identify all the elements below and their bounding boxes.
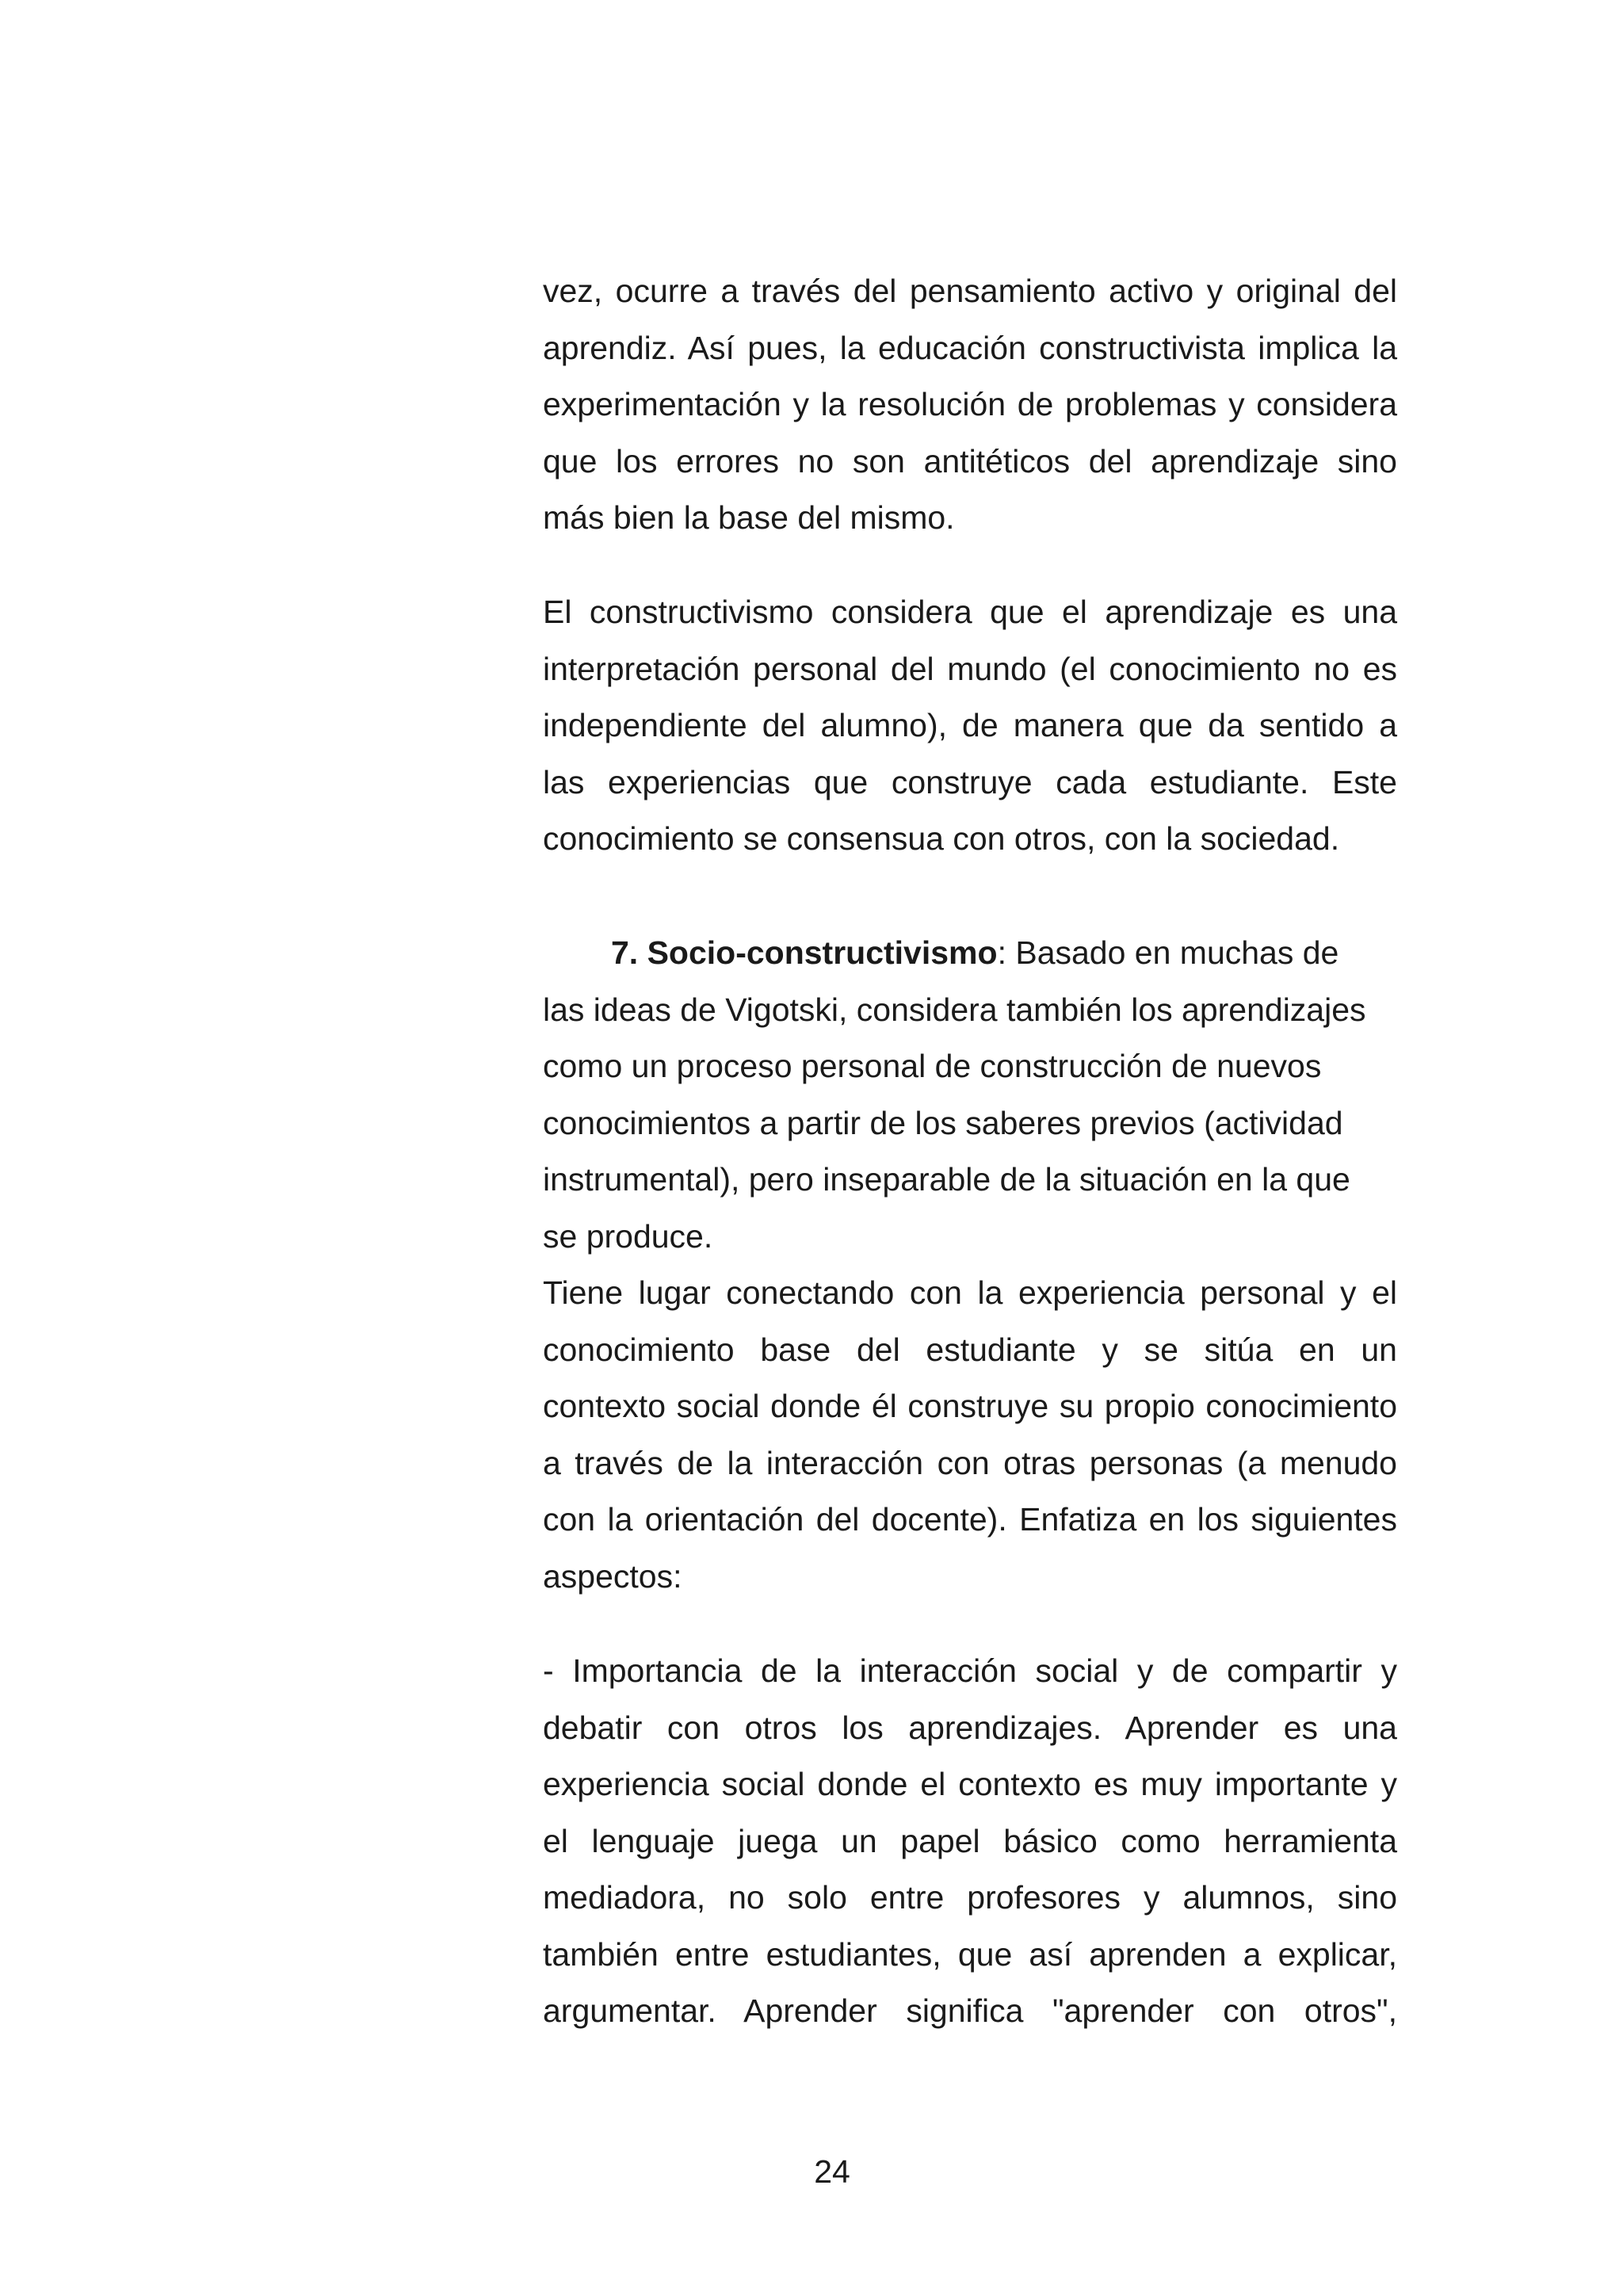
paragraph-5 xyxy=(543,1643,1397,2040)
section-heading: 7. Socio-constructivismo xyxy=(611,934,998,971)
paragraph-line: argumentar. Aprender significa "aprender con otros", xyxy=(543,1992,1397,2029)
page-number: 24 xyxy=(814,2153,850,2190)
paragraph-3 xyxy=(543,925,1397,1265)
paragraph-line: se produce. xyxy=(543,1217,713,1255)
paragraph-line: instrumental), pero inseparable de la situación en la que xyxy=(543,1161,1350,1198)
paragraph-line: las experiencias que construye cada estudiante. Este xyxy=(543,763,1397,800)
paragraph-line: independiente del alumno), de manera que da sentido a xyxy=(543,707,1397,743)
paragraph-line: contexto social donde él construye su propio conocimiento xyxy=(543,1388,1397,1424)
paragraph-line: experiencia social donde el contexto es muy importante y xyxy=(543,1766,1397,1802)
paragraph-line: como un proceso personal de construcción de nuevos xyxy=(543,1048,1322,1084)
paragraph-line: debatir con otros los aprendizajes. Aprender es una xyxy=(543,1709,1397,1746)
paragraph-line: más bien la base del mismo. xyxy=(543,499,955,536)
section-heading-rest: : Basado en muchas de xyxy=(997,934,1339,971)
paragraph-line: conocimiento base del estudiante y se sitúa en un xyxy=(543,1331,1397,1368)
paragraph-2 xyxy=(543,584,1397,868)
paragraph-line: experimentación y la resolución de problemas y considera xyxy=(543,386,1397,422)
paragraph-line: el lenguaje juega un papel básico como herramienta xyxy=(543,1822,1397,1859)
paragraph-line: también entre estudiantes, que así aprenden a explicar, xyxy=(543,1935,1397,1973)
section-heading-line xyxy=(543,925,1397,982)
paragraph-line: mediadora, no solo entre profesores y alumnos, sino xyxy=(543,1879,1397,1916)
paragraph-line: con la orientación del docente). Enfatiza en los siguientes xyxy=(543,1501,1397,1538)
paragraph-line: Tiene lugar conectando con la experiencia personal y el xyxy=(543,1274,1397,1311)
paragraph-line: aspectos: xyxy=(543,1557,682,1595)
paragraph-1 xyxy=(543,263,1397,547)
paragraph-line: las ideas de Vigotski, considera también los aprendizajes xyxy=(543,991,1366,1028)
paragraph-line: conocimiento se consensua con otros, con la sociedad. xyxy=(543,820,1340,857)
paragraph-line: vez, ocurre a través del pensamiento activo y original del xyxy=(543,273,1397,309)
paragraph-line: a través de la interacción con otras personas (a menudo xyxy=(543,1444,1397,1481)
paragraph-4 xyxy=(543,1265,1397,1605)
paragraph-line: - Importancia de la interacción social y de compartir y xyxy=(543,1652,1397,1689)
paragraph-line: conocimientos a partir de los saberes previos (actividad xyxy=(543,1104,1343,1141)
paragraph-line: interpretación personal del mundo (el conocimiento no es xyxy=(543,650,1397,687)
paragraph-line: aprendiz. Así pues, la educación constructivista implica la xyxy=(543,329,1397,366)
paragraph-line: que los errores no son antitéticos del aprendizaje sino xyxy=(543,442,1397,479)
paragraph-line: El constructivismo considera que el aprendizaje es una xyxy=(543,594,1397,630)
